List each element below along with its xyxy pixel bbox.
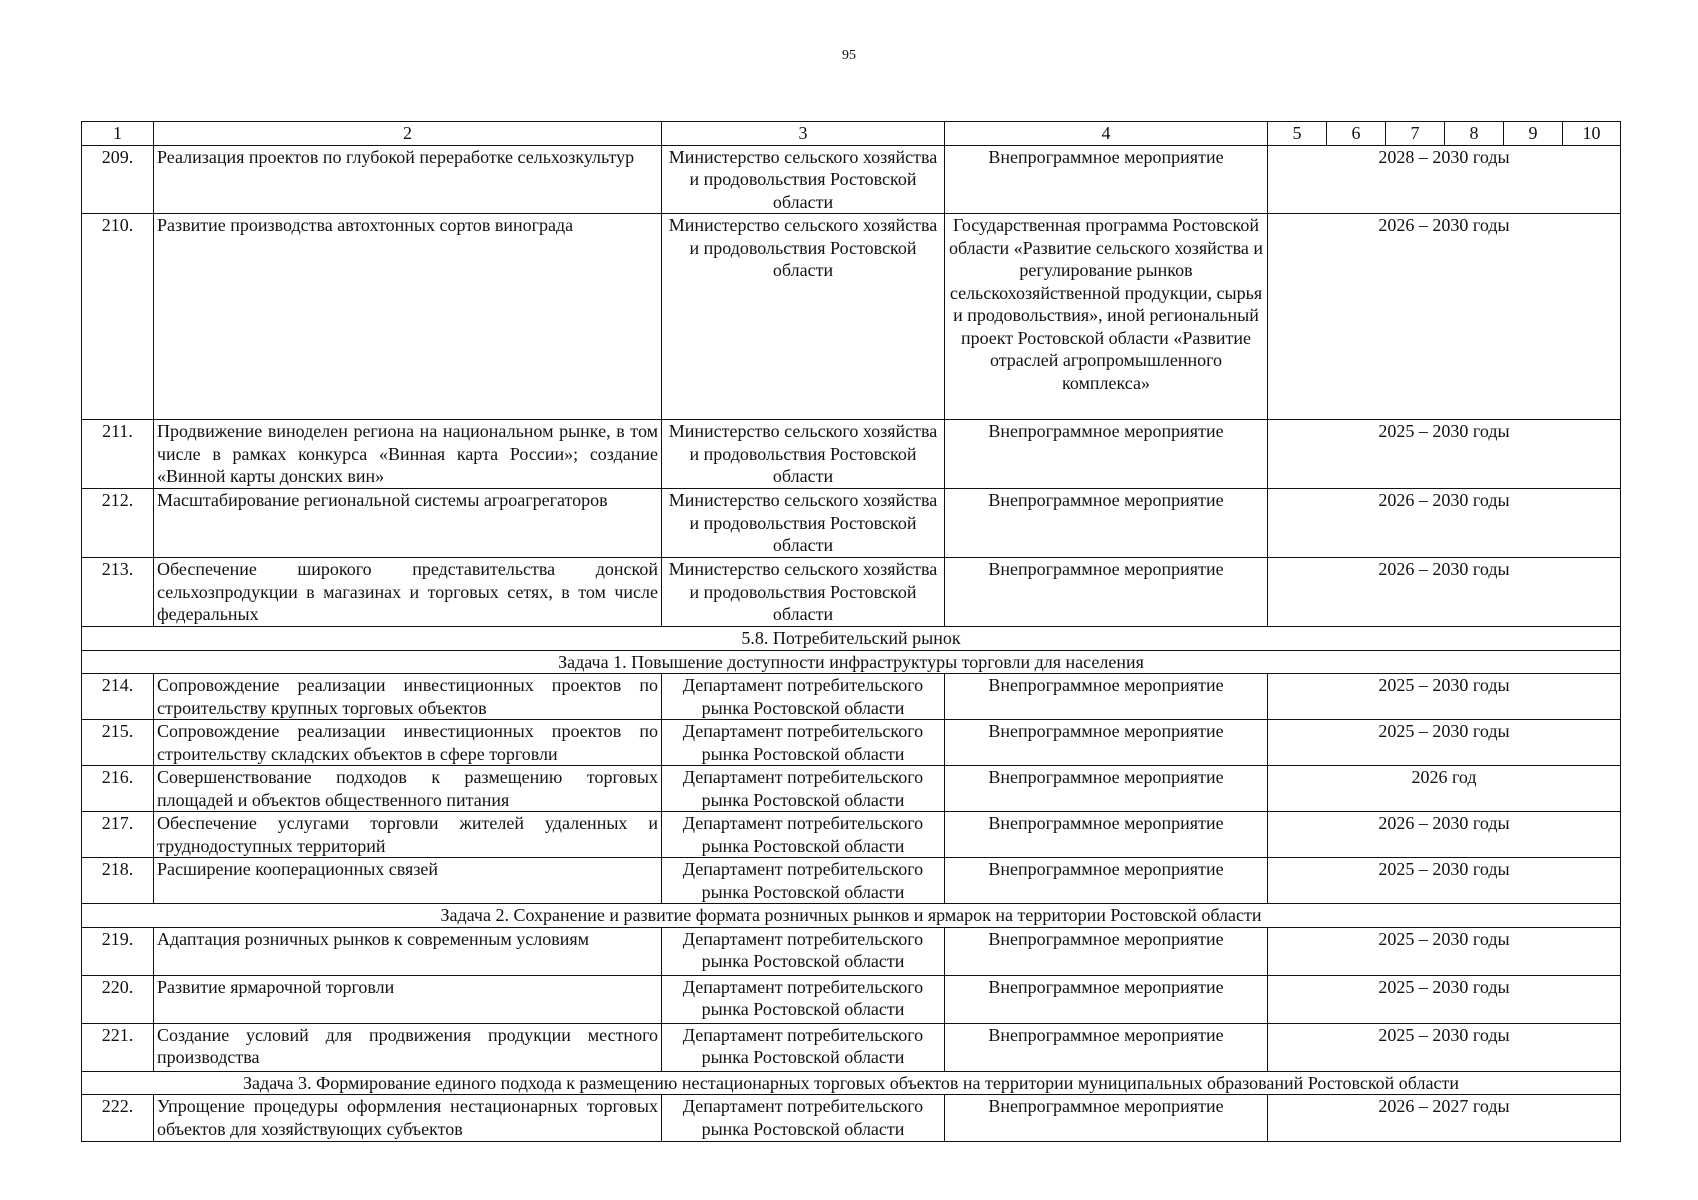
table-row [82,1095,1621,1142]
table-row [82,489,1621,558]
implementation-period: 2025 – 2030 годы [1268,674,1621,720]
column-number: 4 [945,122,1268,146]
row-number: 218. [82,858,154,904]
row-number: 210. [82,214,154,420]
responsible-body: Департамент потребительского рынка Ростовской области [662,766,945,812]
page-number: 95 [842,48,856,63]
responsible-body: Департамент потребительского рынка Ростовской области [662,1023,945,1071]
measure-name: Создание условий для продвижения продукции местного производства [154,1023,662,1071]
column-number: 9 [1504,122,1563,146]
program-name: Внепрограммное мероприятие [945,975,1268,1023]
responsible-body: Министерство сельского хозяйства и продовольствия Ростовской области [662,145,945,214]
measure-name: Расширение кооперационных связей [154,858,662,904]
program-name: Внепрограммное мероприятие [945,674,1268,720]
column-number: 7 [1386,122,1445,146]
program-name: Внепрограммное мероприятие [945,766,1268,812]
measure-name: Развитие ярмарочной торговли [154,975,662,1023]
responsible-body: Департамент потребительского рынка Ростовской области [662,858,945,904]
measure-name: Обеспечение услугами торговли жителей удаленных и труднодоступных территорий [154,812,662,858]
row-number: 215. [82,720,154,766]
table-row [82,975,1621,1023]
implementation-period: 2026 год [1268,766,1621,812]
table-row [82,558,1621,627]
row-number: 219. [82,927,154,975]
measure-name: Обеспечение широкого представительства донской сельхозпродукции в магазинах и торговых сетях, в том числе федеральных [154,558,662,627]
implementation-period: 2025 – 2030 годы [1268,927,1621,975]
program-name: Внепрограммное мероприятие [945,145,1268,214]
program-name: Внепрограммное мероприятие [945,720,1268,766]
responsible-body: Департамент потребительского рынка Ростовской области [662,1095,945,1142]
responsible-body: Департамент потребительского рынка Ростовской области [662,674,945,720]
implementation-period: 2025 – 2030 годы [1268,720,1621,766]
column-number: 10 [1563,122,1621,146]
column-number: 6 [1327,122,1386,146]
implementation-period: 2026 – 2030 годы [1268,558,1621,627]
program-name: Внепрограммное мероприятие [945,1023,1268,1071]
table-row [82,720,1621,766]
implementation-period: 2025 – 2030 годы [1268,858,1621,904]
row-number: 220. [82,975,154,1023]
program-name: Внепрограммное мероприятие [945,489,1268,558]
program-name: Внепрограммное мероприятие [945,812,1268,858]
measure-name: Развитие производства автохтонных сортов винограда [154,214,662,420]
measures-table [81,121,1621,1142]
row-number: 217. [82,812,154,858]
row-number: 214. [82,674,154,720]
table-row [82,812,1621,858]
implementation-period: 2025 – 2030 годы [1268,420,1621,489]
implementation-period: 2026 – 2030 годы [1268,812,1621,858]
responsible-body: Министерство сельского хозяйства и продовольствия Ростовской области [662,214,945,420]
measure-name: Сопровождение реализации инвестиционных проектов по строительству крупных торговых объектов [154,674,662,720]
section-heading-row [82,627,1621,651]
section-heading: 5.8. Потребительский рынок [82,627,1621,651]
program-name: Внепрограммное мероприятие [945,1095,1268,1142]
implementation-period: 2026 – 2030 годы [1268,489,1621,558]
section-heading: Задача 3. Формирование единого подхода к размещению нестационарных торговых объектов на территории муниципальных образований Ростовской области [82,1071,1621,1095]
responsible-body: Министерство сельского хозяйства и продовольствия Ростовской области [662,558,945,627]
section-heading-row [82,1071,1621,1095]
table-row [82,145,1621,214]
measure-name: Адаптация розничных рынков к современным условиям [154,927,662,975]
measure-name: Совершенствование подходов к размещению торговых площадей и объектов общественного питания [154,766,662,812]
responsible-body: Департамент потребительского рынка Ростовской области [662,720,945,766]
implementation-period: 2025 – 2030 годы [1268,975,1621,1023]
row-number: 213. [82,558,154,627]
row-number: 209. [82,145,154,214]
column-number: 2 [154,122,662,146]
implementation-period: 2028 – 2030 годы [1268,145,1621,214]
implementation-period: 2026 – 2027 годы [1268,1095,1621,1142]
section-heading-row [82,650,1621,674]
table-row [82,674,1621,720]
responsible-body: Департамент потребительского рынка Ростовской области [662,812,945,858]
measure-name: Упрощение процедуры оформления нестационарных торговых объектов для хозяйствующих субъектов [154,1095,662,1142]
measure-name: Масштабирование региональной системы агроагрегаторов [154,489,662,558]
column-number-row [82,122,1621,146]
program-name: Внепрограммное мероприятие [945,858,1268,904]
row-number: 211. [82,420,154,489]
responsible-body: Департамент потребительского рынка Ростовской области [662,927,945,975]
row-number: 221. [82,1023,154,1071]
table-row [82,766,1621,812]
section-heading: Задача 1. Повышение доступности инфраструктуры торговли для населения [82,650,1621,674]
program-name: Внепрограммное мероприятие [945,927,1268,975]
measure-name: Сопровождение реализации инвестиционных проектов по строительству складских объектов в сфере торговли [154,720,662,766]
table-row [82,927,1621,975]
program-name: Внепрограммное мероприятие [945,558,1268,627]
program-name: Внепрограммное мероприятие [945,420,1268,489]
column-number: 3 [662,122,945,146]
measure-name: Продвижение виноделен региона на национальном рынке, в том числе в рамках конкурса «Винная карта России»; создание «Винной карты донских вин» [154,420,662,489]
implementation-period: 2025 – 2030 годы [1268,1023,1621,1071]
table-row [82,1023,1621,1071]
program-name: Государственная программа Ростовской области «Развитие сельского хозяйства и регулирование рынков сельскохозяйственной продукции, сырья и продовольствия», иной региональный проект Ростовской области «Развитие отраслей агропромышленного комплекса» [945,214,1268,420]
row-number: 222. [82,1095,154,1142]
table-row [82,214,1621,420]
responsible-body: Министерство сельского хозяйства и продовольствия Ростовской области [662,489,945,558]
responsible-body: Департамент потребительского рынка Ростовской области [662,975,945,1023]
table-body [82,122,1621,1142]
responsible-body: Министерство сельского хозяйства и продовольствия Ростовской области [662,420,945,489]
row-number: 212. [82,489,154,558]
row-number: 216. [82,766,154,812]
section-heading: Задача 2. Сохранение и развитие формата розничных рынков и ярмарок на территории Ростовской области [82,904,1621,928]
column-number: 5 [1268,122,1327,146]
measure-name: Реализация проектов по глубокой переработке сельхозкультур [154,145,662,214]
column-number: 1 [82,122,154,146]
column-number: 8 [1445,122,1504,146]
table-row [82,858,1621,904]
implementation-period: 2026 – 2030 годы [1268,214,1621,420]
section-heading-row [82,904,1621,928]
table-row [82,420,1621,489]
